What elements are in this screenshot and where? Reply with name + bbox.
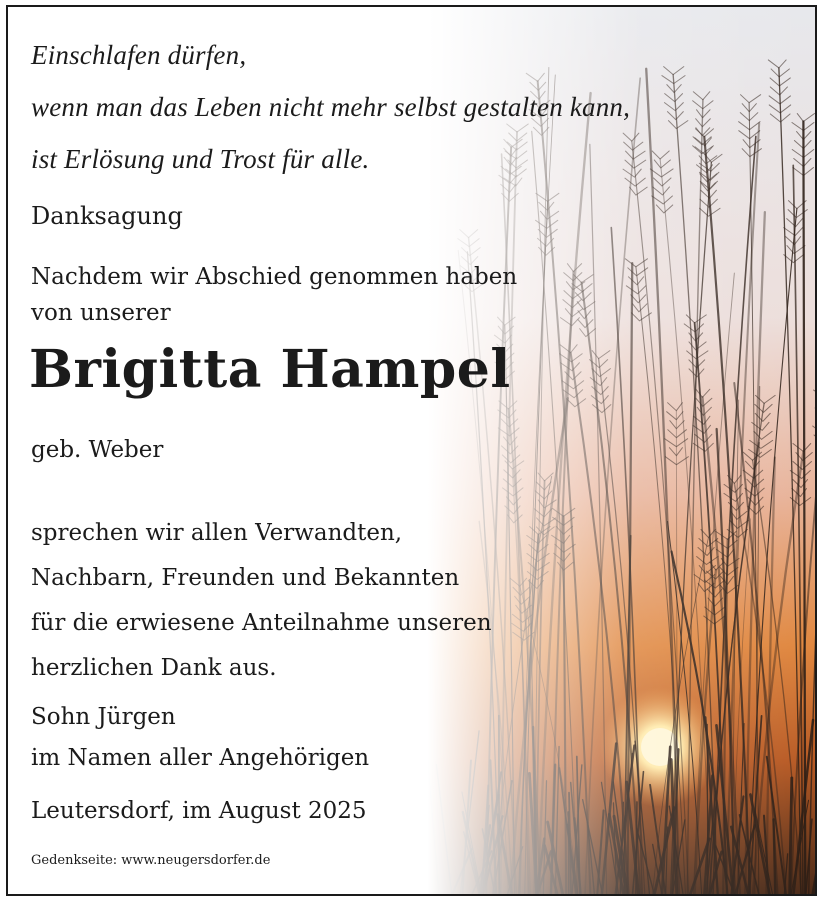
- poem-line-2: wenn man das Leben nicht mehr selbst gestalten kann,: [31, 92, 631, 122]
- message-line-4: herzlichen Dank aus.: [31, 655, 277, 681]
- memorial-page-link[interactable]: Gedenkseite: www.neugersdorfer.de: [31, 853, 271, 868]
- deceased-name: Brigitta Hampel: [29, 339, 511, 400]
- signer-line-1: Sohn Jürgen: [31, 704, 176, 730]
- poem: [31, 29, 630, 185]
- thank-you-message: [31, 511, 492, 691]
- poem-line-3: ist Erlösung und Trost für alle.: [31, 144, 370, 174]
- message-line-2: Nachbarn, Freunden und Bekannten: [31, 565, 460, 591]
- poem-line-1: Einschlafen dürfen,: [31, 40, 247, 70]
- heading: Danksagung: [31, 202, 183, 230]
- birth-name: geb. Weber: [31, 437, 164, 463]
- intro-line-1: Nachdem wir Abschied genommen haben: [31, 264, 518, 290]
- obituary-notice: [6, 5, 817, 896]
- message-line-1: sprechen wir allen Verwandten,: [31, 520, 403, 546]
- intro: [31, 259, 517, 331]
- intro-line-2: von unserer: [31, 300, 171, 326]
- signer-line-2: im Namen aller Angehörigen: [31, 745, 370, 771]
- signer: [31, 697, 369, 779]
- message-line-3: für die erwiesene Anteilnahme unseren: [31, 610, 492, 636]
- place-date: Leutersdorf, im August 2025: [31, 798, 367, 824]
